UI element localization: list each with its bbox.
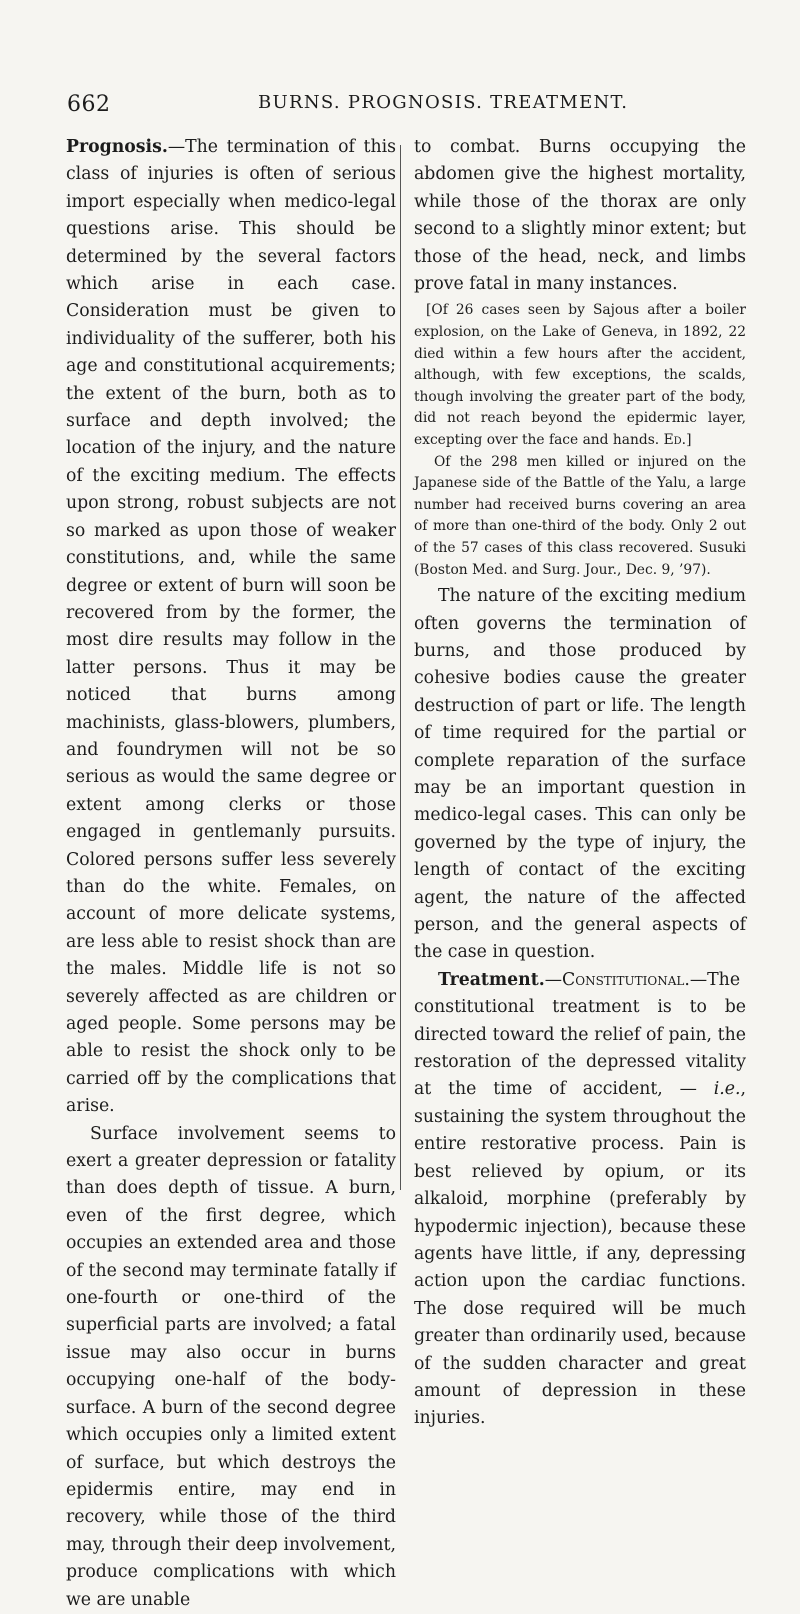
- prognosis-paragraph: [66, 134, 396, 1121]
- page-number: 662: [67, 92, 111, 117]
- mortality-paragraph: to combat. Burns occupying the abdomen give the highest mortality, while those of the thorax are only second to a slightly minor extent; but those of the head, neck, and limbs prove fatal in many instances.: [414, 137, 746, 295]
- ie-abbreviation: i.e.: [713, 1079, 741, 1100]
- sajous-note-text: [Of 26 cases seen by Sajous after a boiler explosion, on the Lake of Geneva, in 1892, 22 died within a few hours after the accident, although, with few exceptions, the scalds, though involving the greater part of the body, did not reach beyond the epidermic layer, excepting over the face and hands.: [414, 302, 746, 448]
- treatment-heading: Treatment.: [438, 969, 545, 990]
- running-title: BURNS. PROGNOSIS. TREATMENT.: [258, 92, 629, 113]
- exciting-medium-paragraph: The nature of the exciting medium often governs the termination of burns, and those produced by cohesive bodies cause the greater destruction of part or life. The length of time required for the partial or complete reparation of the surface may be an important question in medico-legal cases. This can only be governed by the type of injury, the length of contact of the exciting agent, the nature of the affected person, and the general aspects of the case in question.: [414, 586, 746, 963]
- sajous-note: [414, 300, 746, 451]
- right-column: [414, 134, 746, 1433]
- treatment-text-b: , sustaining the system throughout the entire restorative process. Pain is best relieved by opium, or its alkaloid, morphine (preferably by hypodermic injection), because these agents have little, if any, depressing action upon the cardiac functions. The dose required will be much greater than ordinarily used, because of the sudden character and great amount of depression in these injuries.: [414, 1079, 746, 1429]
- left-column: [66, 134, 396, 1614]
- note-close-bracket: ]: [686, 432, 692, 448]
- yalu-note: Of the 298 men killed or injured on the Japanese side of the Battle of the Yalu, a large number had received burns covering an area of more than one-third of the body. Only 2 out of the 57 cases of this class recovered. Susuki (Boston Med. and Surg. Jour., Dec. 9, ’97).: [414, 453, 746, 578]
- page-header: [0, 92, 800, 122]
- constitutional-subheading: —Constitutional.: [544, 969, 690, 990]
- treatment-text-a: —The constitutional treatment is to be directed toward the relief of pain, the restoration of the depressed vitality at the time of accident, —: [414, 969, 746, 1100]
- treatment-paragraph: [414, 967, 746, 1433]
- editor-notes: [414, 300, 746, 581]
- editor-signature: Ed.: [663, 432, 687, 448]
- prognosis-text: —The termination of this class of injuries is often of serious import especially when medico-legal questions arise. This should be determined by the several factors which arise in each case. Consideration must be given to individuality of the sufferer, both his age and constitutional acquirements; the extent of the burn, both as to surface and depth involved; the location of the injury, and the nature of the exciting medium. The effects upon strong, robust subjects are not so marked as upon those of weaker constitutions, and, while the same degree or extent of burn will soon be recovered from by the former, the most dire results may follow in the latter persons. Thus it may be noticed that burns among machinists, glass-blowers, plumbers, and foundrymen will not be so serious as would the same degree or extent among clerks or those engaged in gentlemanly pursuits. Colored persons suffer less severely than do the white. Females, on account of more delicate systems, are less able to resist shock than are the males. Middle life is not so severely affected as are children or aged people. Some persons may be able to resist the shock only to be carried off by the complications that arise.: [66, 137, 396, 1117]
- prognosis-heading: Prognosis.: [66, 137, 168, 157]
- surface-involvement-paragraph: Surface involvement seems to exert a greater depression or fatality than does depth of tissue. A burn, even of the first degree, which occupies an extended area and those of the second may terminate fatally if one-fourth or one-third of the superficial parts are involved; a fatal issue may also occur in burns occupying one-half of the body-surface. A burn of the second degree which occupies only a limited extent of surface, but which destroys the epidermis entire, may end in recovery, while those of the third may, through their deep involvement, produce complications with which we are unable: [66, 1123, 396, 1610]
- column-divider: [400, 145, 401, 1190]
